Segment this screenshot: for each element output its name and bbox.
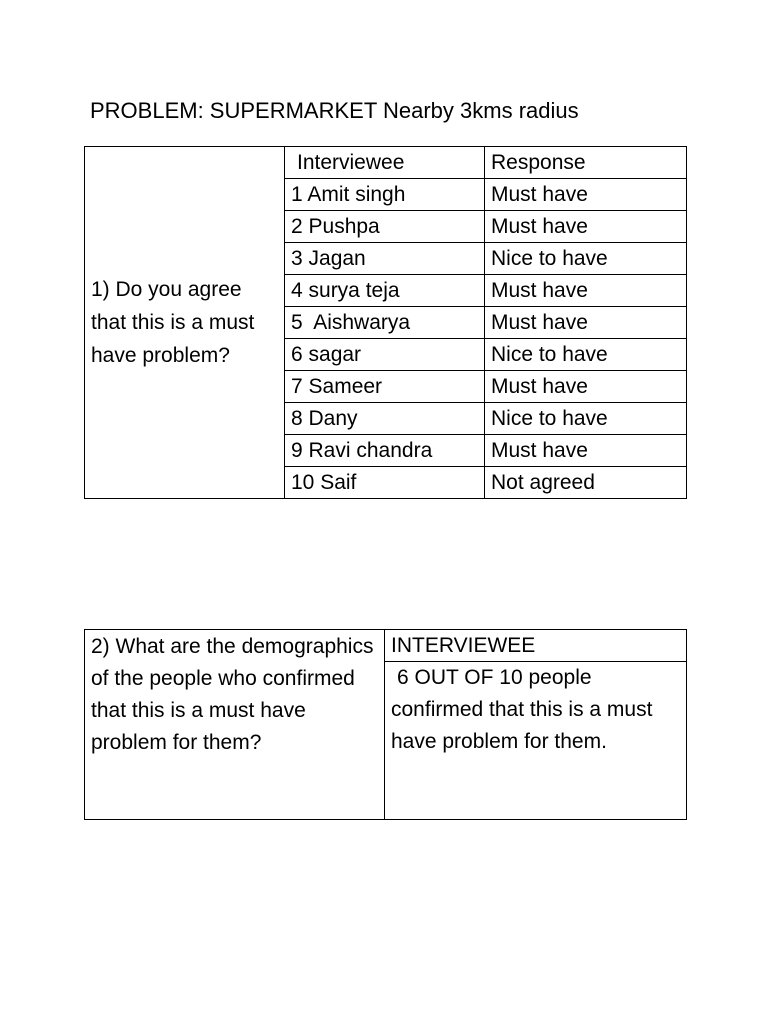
interviewee-response: Must have bbox=[485, 275, 687, 307]
interviewee-response: Not agreed bbox=[485, 467, 687, 499]
column-header-response: Response bbox=[485, 147, 687, 179]
answer-2: 6 OUT OF 10 people confirmed that this is a must have problem for them. bbox=[385, 662, 687, 820]
interviewee-name: 8 Dany bbox=[285, 403, 485, 435]
interviewee-response: Nice to have bbox=[485, 403, 687, 435]
interviewee-name: 5 Aishwarya bbox=[285, 307, 485, 339]
interviewee-response: Must have bbox=[485, 211, 687, 243]
question-2: 2) What are the demographics of the people who confirmed that this is a must have problem for them? bbox=[85, 630, 385, 820]
page-title: PROBLEM: SUPERMARKET Nearby 3kms radius bbox=[90, 98, 579, 123]
interviewee-name: 9 Ravi chandra bbox=[285, 435, 485, 467]
question-1: 1) Do you agree that this is a must have problem? bbox=[85, 147, 285, 499]
column-header-interviewee: Interviewee bbox=[285, 147, 485, 179]
interviewee-name: 6 sagar bbox=[285, 339, 485, 371]
interviewee-response: Nice to have bbox=[485, 339, 687, 371]
interviewee-response: Must have bbox=[485, 179, 687, 211]
interviewee-name: 4 surya teja bbox=[285, 275, 485, 307]
interviewee-response: Must have bbox=[485, 371, 687, 403]
interviewee-name: 1 Amit singh bbox=[285, 179, 485, 211]
interviewee-response: Must have bbox=[485, 307, 687, 339]
table-header-row bbox=[85, 147, 687, 179]
interviewee-name: 2 Pushpa bbox=[285, 211, 485, 243]
interviewee-name: 3 Jagan bbox=[285, 243, 485, 275]
column-header-interviewee-2: INTERVIEWEE bbox=[385, 630, 687, 662]
interviewee-response: Must have bbox=[485, 435, 687, 467]
survey-table-1 bbox=[84, 146, 687, 499]
interviewee-name: 10 Saif bbox=[285, 467, 485, 499]
interviewee-name: 7 Sameer bbox=[285, 371, 485, 403]
interviewee-response: Nice to have bbox=[485, 243, 687, 275]
survey-table-2 bbox=[84, 629, 687, 820]
